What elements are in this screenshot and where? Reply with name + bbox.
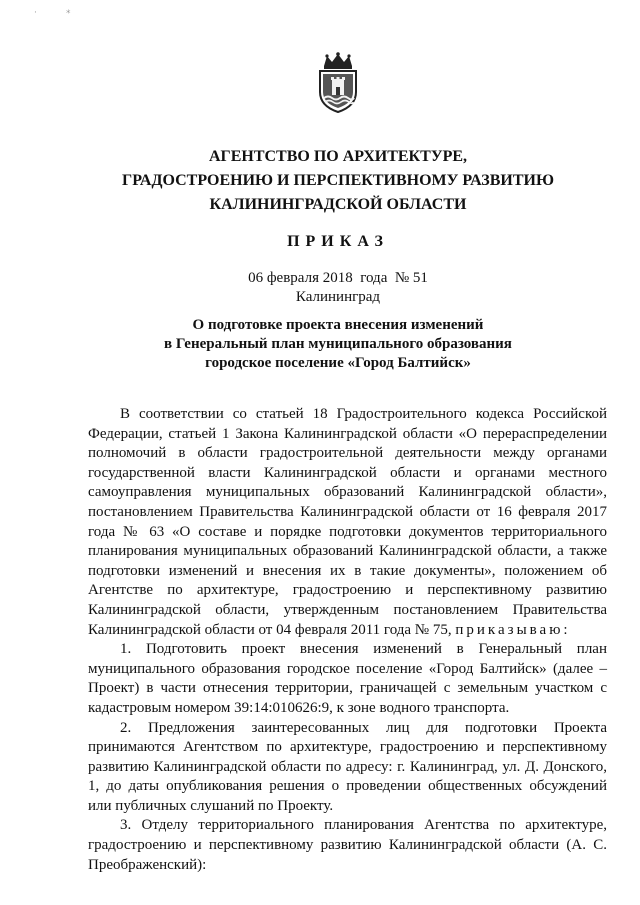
order-item-2: 2. Предложения заинтересованных лиц для подготовки Проекта принимаются Агентством по архитектуре, градостроению и перспективному развитию Калининградской области по адресу: г. Калининград, ул. Д. Донского, 1, до даты опубликования решения о проведении общественных обсуждений или публичных слушаний по Проекту. — [88, 719, 607, 814]
order-city: Калининград — [295, 289, 381, 305]
order-subject-line: городское поселение «Город Балтийск» — [205, 355, 471, 371]
order-subject-line: в Генеральный план муниципального образования — [164, 336, 512, 352]
order-title: ПРИКАЗ — [287, 233, 389, 250]
agency-header-line: ГРАДОСТРОЕНИЮ И ПЕРСПЕКТИВНОМУ РАЗВИТИЮ — [122, 172, 554, 189]
kaliningrad-coat-of-arms-icon — [316, 52, 360, 114]
scan-mark: ⁎ — [66, 6, 71, 16]
order-item-3: 3. Отделу территориального планирования Агентства по архитектуре, градостроению и перспективному развитию Калининградской области (А. С. Преображенский): — [88, 817, 607, 873]
order-date: 06 февраля 2018 года № 51 — [248, 270, 428, 286]
preamble-paragraph — [88, 405, 607, 640]
agency-header — [60, 145, 616, 217]
order-item-1: 1. Подготовить проект внесения изменений в Генеральный план муниципального образования городское поселение «Город Балтийск» (далее – Проект) в части отнесения территории, граничащей с земельным участком с кадастровым номером 39:14:010626:9, к зоне водного транспорта. — [88, 641, 607, 716]
decree-word: приказываю: — [455, 621, 571, 638]
order-subject — [60, 316, 616, 373]
order-subject-line: О подготовке проекта внесения изменений — [192, 317, 484, 333]
scan-mark: · — [34, 8, 37, 18]
agency-header-line: АГЕНТСТВО ПО АРХИТЕКТУРЕ, — [208, 148, 468, 165]
order-body — [88, 405, 607, 875]
agency-header-line: КАЛИНИНГРАДСКОЙ ОБЛАСТИ — [209, 196, 467, 213]
preamble-text: В соответствии со статьей 18 Градостроительного кодекса Российской Федерации, статьей 1 Закона Калининградской области «О перераспределении полномочий в области градостроительной деятельности между органами государственной власти Калининградской области и органами местного самоуправления муниципальных образований Калининградской области», постановлением Правительства Калининградской области от 16 февраля 2017 года № 63 «О составе и порядке подготовки документов территориального планирования муниципальных образований Калининградской области, а также подготовки изменений и внесения их в такие документы», положением об Агентстве по архитектуре, градостроению и перспективному развитию Калининградской области, утвержденным постановлением Правительства Калининградской области от 04 февраля 2011 года № 75, — [88, 406, 607, 638]
